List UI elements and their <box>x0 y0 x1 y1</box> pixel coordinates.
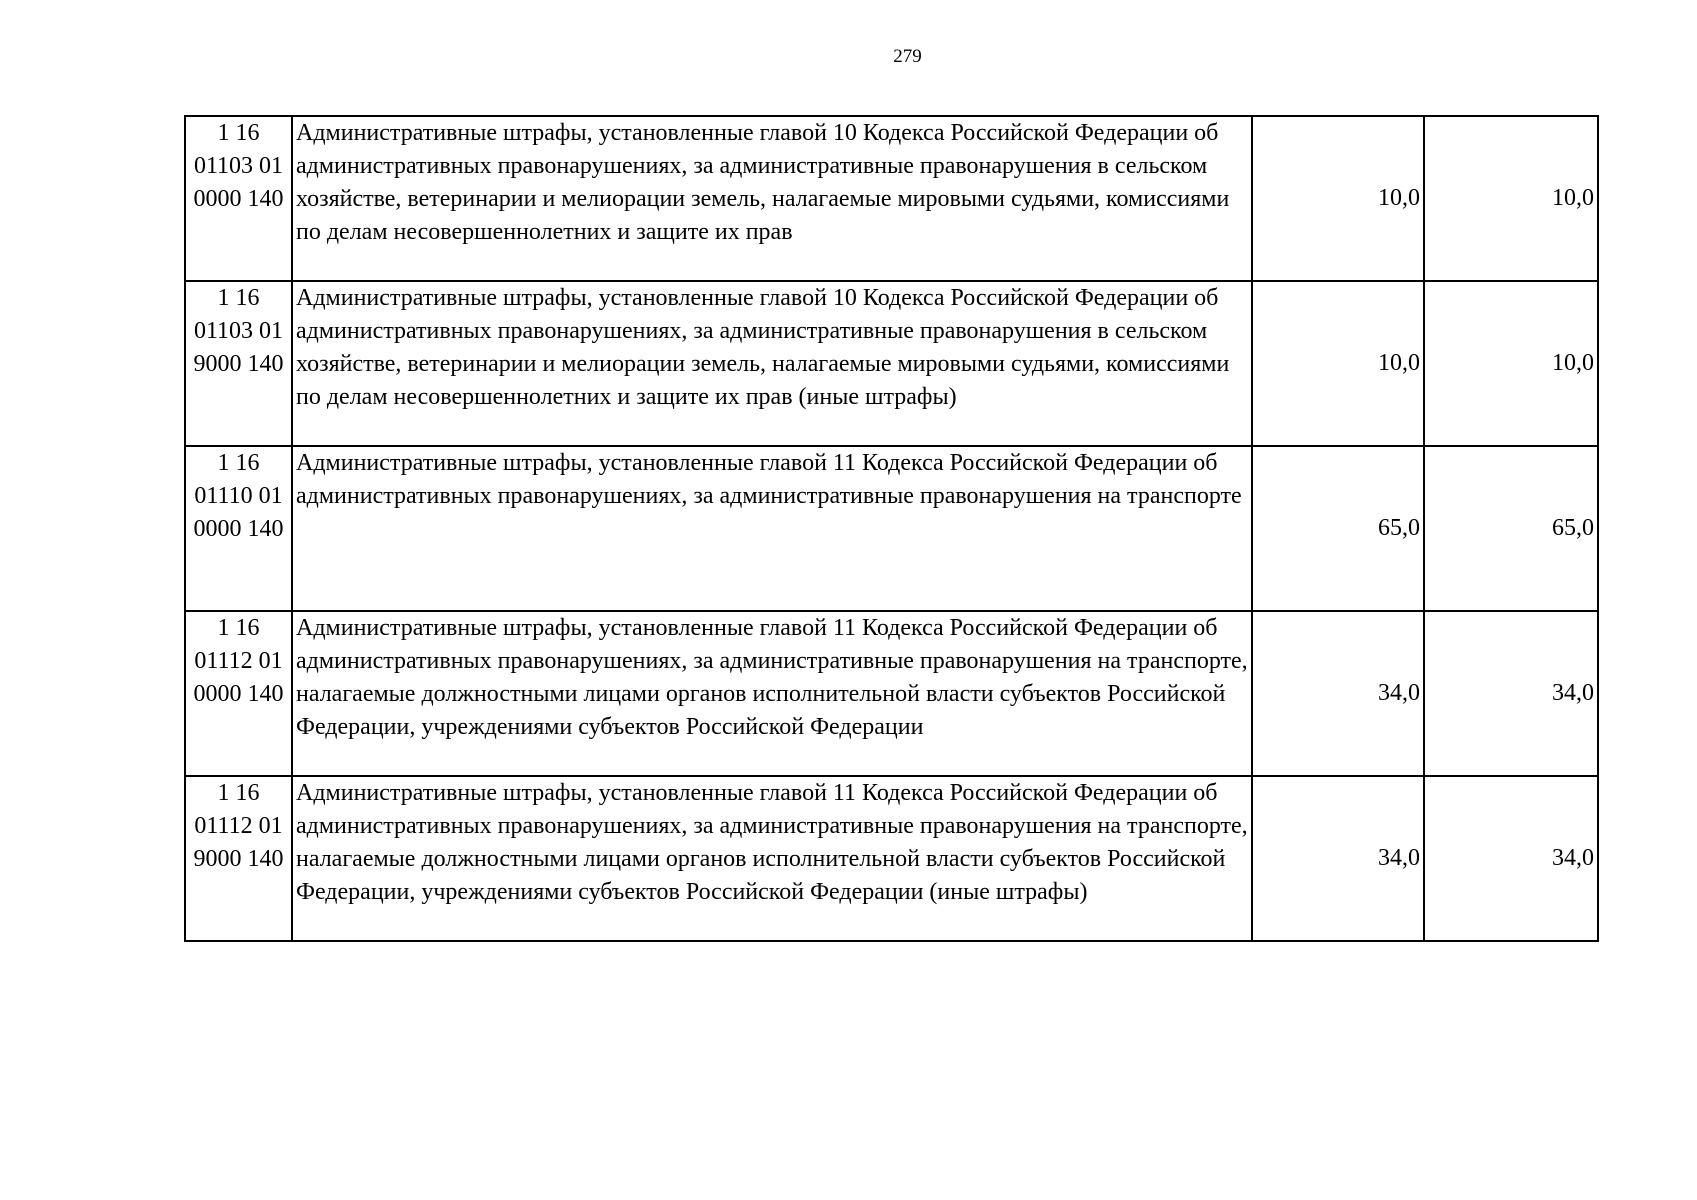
value-cell-year1: 10,0 <box>1252 281 1424 446</box>
table-row <box>185 116 1598 281</box>
value-cell-year1: 10,0 <box>1252 116 1424 281</box>
page-number: 279 <box>893 46 922 67</box>
table-row <box>185 281 1598 446</box>
value-cell-year2: 65,0 <box>1424 446 1598 611</box>
budget-code-cell: 1 16 01103 01 9000 140 <box>185 281 292 446</box>
value-cell-year1: 34,0 <box>1252 776 1424 941</box>
budget-code-cell: 1 16 01110 01 0000 140 <box>185 446 292 611</box>
budget-table <box>184 115 1599 942</box>
table-row <box>185 776 1598 941</box>
value-cell-year2: 10,0 <box>1424 281 1598 446</box>
description-cell: Административные штрафы, установленные главой 11 Кодекса Российской Федерации об административных правонарушениях, за административные правонарушения на транспорте, налагаемые должностными лицами органов исполнительной власти субъектов Российской Федерации, учреждениями субъектов Российской Федерации (иные штрафы) <box>292 776 1252 941</box>
budget-code-cell: 1 16 01112 01 0000 140 <box>185 611 292 776</box>
description-cell: Административные штрафы, установленные главой 10 Кодекса Российской Федерации об административных правонарушениях, за административные правонарушения в сельском хозяйстве, ветеринарии и мелиорации земель, налагаемые мировыми судьями, комиссиями по делам несовершеннолетних и защите их прав <box>292 116 1252 281</box>
budget-code-cell: 1 16 01103 01 0000 140 <box>185 116 292 281</box>
table-row <box>185 611 1598 776</box>
value-cell-year1: 34,0 <box>1252 611 1424 776</box>
value-cell-year1: 65,0 <box>1252 446 1424 611</box>
value-cell-year2: 10,0 <box>1424 116 1598 281</box>
description-cell: Административные штрафы, установленные главой 10 Кодекса Российской Федерации об административных правонарушениях, за административные правонарушения в сельском хозяйстве, ветеринарии и мелиорации земель, налагаемые мировыми судьями, комиссиями по делам несовершеннолетних и защите их прав (иные штрафы) <box>292 281 1252 446</box>
table-body <box>185 116 1598 941</box>
description-cell: Административные штрафы, установленные главой 11 Кодекса Российской Федерации об административных правонарушениях, за административные правонарушения на транспорте <box>292 446 1252 611</box>
value-cell-year2: 34,0 <box>1424 611 1598 776</box>
value-cell-year2: 34,0 <box>1424 776 1598 941</box>
budget-code-cell: 1 16 01112 01 9000 140 <box>185 776 292 941</box>
description-cell: Административные штрафы, установленные главой 11 Кодекса Российской Федерации об административных правонарушениях, за административные правонарушения на транспорте, налагаемые должностными лицами органов исполнительной власти субъектов Российской Федерации, учреждениями субъектов Российской Федерации <box>292 611 1252 776</box>
table-row <box>185 446 1598 611</box>
